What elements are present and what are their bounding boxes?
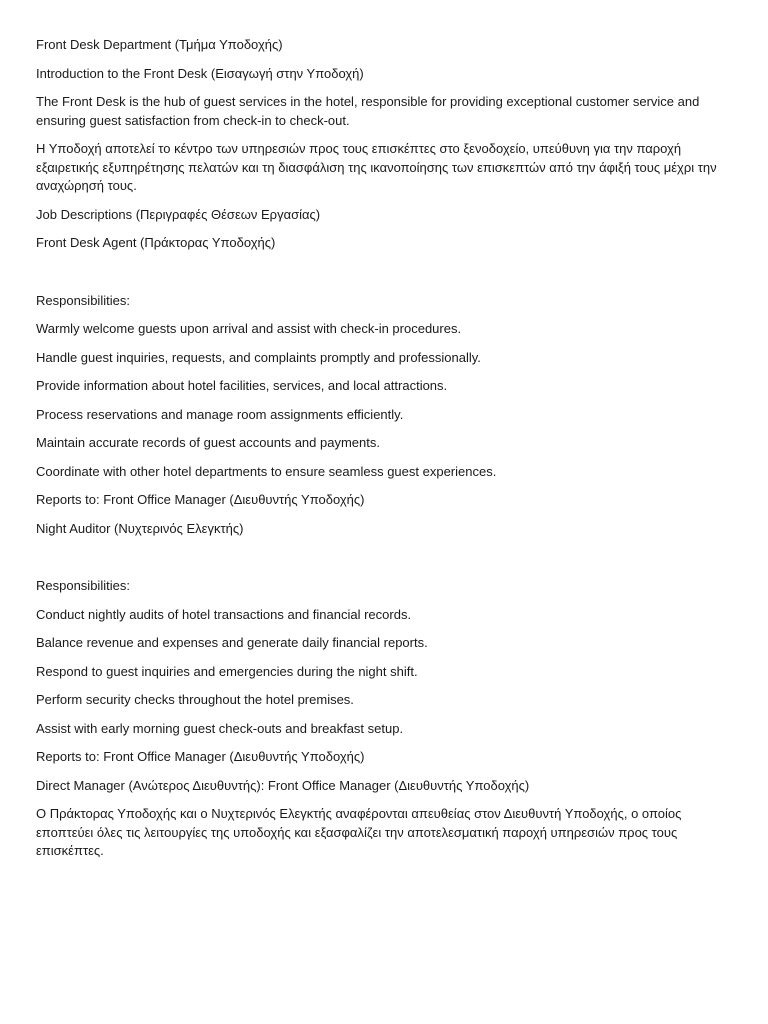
auditor-reports-to: Reports to: Front Office Manager (Διευθυντής Υποδοχής) xyxy=(36,749,365,764)
department-heading: Front Desk Department (Τμήμα Υποδοχής) xyxy=(36,37,283,52)
auditor-responsibility-item: Respond to guest inquiries and emergencies during the night shift. xyxy=(36,663,418,679)
job-descriptions-heading: Job Descriptions (Περιγραφές Θέσεων Εργασίας) xyxy=(36,206,321,222)
agent-responsibilities-label: Responsibilities: xyxy=(36,292,130,308)
front-desk-agent-title: Front Desk Agent (Πράκτορας Υποδοχής) xyxy=(36,235,276,250)
agent-responsibility-item: Coordinate with other hotel departments to ensure seamless guest experiences. xyxy=(36,463,497,479)
agent-responsibility-item: Provide information about hotel facilities, services, and local attractions. xyxy=(36,378,448,393)
direct-manager-line: Direct Manager (Ανώτερος Διευθυντής): Front Office Manager (Διευθυντής Υποδοχής) xyxy=(36,777,530,793)
spacer xyxy=(36,263,736,292)
agent-responsibility-item: Warmly welcome guests upon arrival and assist with check-in procedures. xyxy=(36,321,462,336)
document-page xyxy=(36,36,736,871)
intro-heading: Introduction to the Front Desk (Εισαγωγή στην Υποδοχή) xyxy=(36,65,364,81)
auditor-responsibilities-label: Responsibilities: xyxy=(36,578,130,593)
agent-responsibility-item: Maintain accurate records of guest accounts and payments. xyxy=(36,435,380,450)
intro-paragraph-greek: Η Υποδοχή αποτελεί το κέντρο των υπηρεσιών προς τους επισκέπτες στο ξενοδοχείο, υπεύθυνη για την παροχή εξαιρετικής εξυπηρέτησης πελατών και τη διασφάλιση της ικανοποίησης των επισκεπτών από την άφιξή τους μέχρι την αναχώρησή τους. xyxy=(36,141,717,193)
night-auditor-title: Night Auditor (Νυχτερινός Ελεγκτής) xyxy=(36,520,244,536)
auditor-responsibility-item: Balance revenue and expenses and generate daily financial reports. xyxy=(36,635,428,650)
auditor-responsibility-item: Perform security checks throughout the hotel premises. xyxy=(36,692,354,707)
auditor-responsibility-item: Assist with early morning guest check-outs and breakfast setup. xyxy=(36,720,404,736)
closing-paragraph-greek: Ο Πράκτορας Υποδοχής και ο Νυχτερινός Ελεγκτής αναφέρονται απευθείας στον Διευθυντή Υποδοχής, ο οποίος εποπτεύει όλες τις λειτουργίες της υποδοχής και εξασφαλίζει την αποτελεσματική παροχή υπηρεσιών προς τους επισκέπτες. xyxy=(36,806,682,858)
intro-paragraph-english: The Front Desk is the hub of guest services in the hotel, responsible for providing exceptional customer service and ensuring guest satisfaction from check-in to check-out. xyxy=(36,94,700,128)
spacer xyxy=(36,548,736,577)
agent-responsibility-item: Process reservations and manage room assignments efficiently. xyxy=(36,406,404,422)
agent-responsibility-item: Handle guest inquiries, requests, and complaints promptly and professionally. xyxy=(36,349,481,365)
auditor-responsibility-item: Conduct nightly audits of hotel transactions and financial records. xyxy=(36,606,412,622)
agent-reports-to: Reports to: Front Office Manager (Διευθυντής Υποδοχής) xyxy=(36,492,365,507)
